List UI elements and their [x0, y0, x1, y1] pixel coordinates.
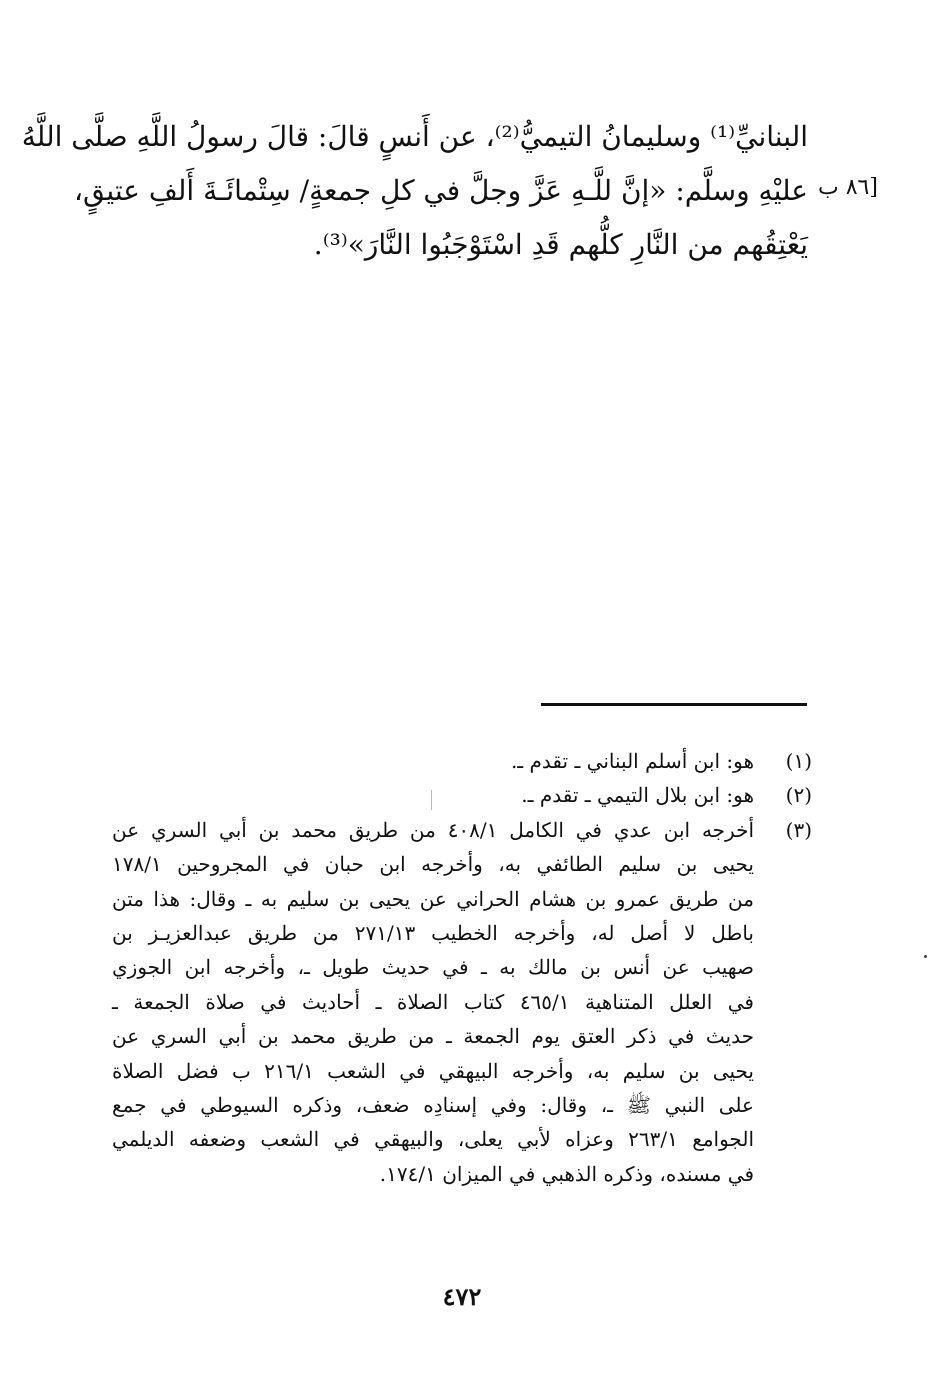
scan-mark — [431, 790, 432, 810]
folio-margin-note: [٨٦ ب — [818, 175, 878, 200]
footnote-separator — [541, 703, 807, 706]
footnote-item — [112, 778, 812, 812]
footnote-number: (١) — [785, 749, 812, 773]
footnote-line: هو: ابن أسلم البناني ـ تقدم ـ. — [510, 749, 754, 773]
main-text-line: يَعْتِقُهم من النَّارِ كلُّهم قَدِ اسْتَوْجَبُوا النَّارَ»⁽³⁾. — [313, 228, 808, 261]
footnote-line: أخرجه ابن عدي في الكامل ٤٠٨/١ من طريق محمد بن أبي السري عن — [112, 817, 755, 842]
main-text-line: عليْهِ وسلَّم: «إنَّ للَّـهِ عَزَّ وجلَّ في كلِ جمعةٍ/ سِتْمائَـةَ أَلفِ عتيقٍ، — [74, 174, 808, 207]
main-text-line: البنانيِّ⁽¹⁾ وسليمانُ التيميُّ⁽²⁾، عن أَنسٍ قالَ: قالَ رسولُ اللَّهِ صلَّى اللَّهُ — [21, 120, 808, 153]
main-text-block — [21, 110, 808, 272]
footnotes — [112, 744, 812, 1191]
footnote-body — [112, 778, 754, 812]
footnote-item — [112, 813, 812, 1191]
footnote-line: هو: ابن بلال التيمي ـ تقدم ـ. — [521, 783, 754, 808]
footnote-line: في العلل المتناهية ٤٦٥/١ كتاب الصلاة ـ أحاديث في صلاة الجمعة ـ — [112, 989, 754, 1014]
footnote-item — [112, 744, 812, 778]
footnote-line: في مسنده، وذكره الذهبي في الميزان ١٧٤/١. — [379, 1161, 754, 1186]
footnote-line: يحيى بن سليم الطائفي به، وأخرجه ابن حبان في المجروحين ١٧٨/١ — [112, 852, 754, 877]
page-number: ٤٧٢ — [442, 1282, 482, 1311]
footnote-body — [112, 813, 754, 1191]
footnote-line: حديث في ذكر العتق يوم الجمعة ـ من طريق محمد بن أبي السري عن — [112, 1024, 754, 1049]
footnote-line: يحيى بن سليم به، وأخرجه البيهقي في الشعب ٢١٦/١ ب فضل الصلاة — [112, 1058, 754, 1083]
footnote-number: (٣) — [785, 817, 812, 842]
scan-speck — [924, 955, 927, 958]
footnote-line: الجوامع ٢٦٣/١ وعزاه لأبي يعلى، والبيهقي في الشعب وضعفه الديلمي — [112, 1127, 754, 1152]
footnote-body — [112, 744, 754, 778]
footnote-line: صهيب عن أنس بن مالك به ـ في حديث طويل ـ، وأخرجه ابن الجوزي — [112, 955, 754, 980]
footnote-line: من طريق عمرو بن هشام الحراني عن يحيى بن سليم به ـ وقال: هذا متن — [112, 886, 754, 911]
footnote-line: باطل لا أصل له، وأخرجه الخطيب ٢٧١/١٣ من طريق عبدالعزيـز بن — [112, 921, 754, 946]
footnote-number: (٢) — [785, 783, 812, 808]
footnote-line: على النبي ﷺ ـ، وقال: وفي إسنادِه ضعف، وذكره السيوطي في جمع — [112, 1093, 754, 1118]
